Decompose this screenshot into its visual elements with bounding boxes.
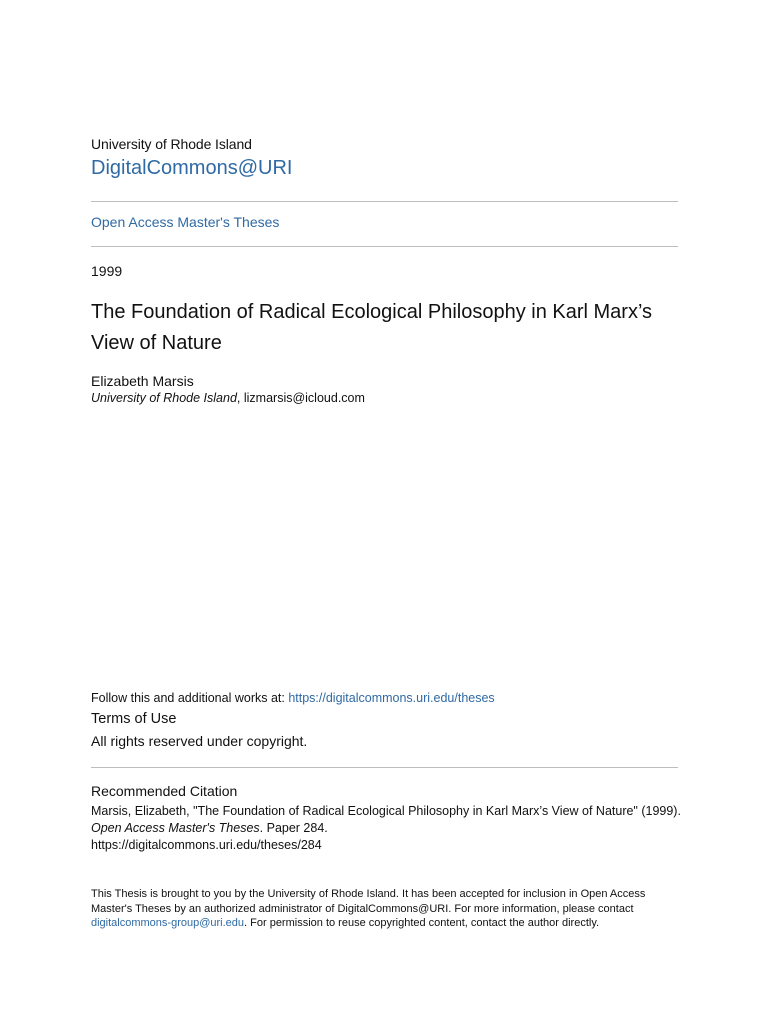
divider-top [91, 201, 678, 202]
institution-name: University of Rhode Island [91, 136, 252, 152]
divider-bottom [91, 767, 678, 768]
notice-text-2: . For permission to reuse copyrighted content, contact the author directly. [244, 917, 600, 929]
notice-text-1: This Thesis is brought to you by the University of Rhode Island. It has been accepted for inclusion in Open Access Master's Theses by an authorized administrator of DigitalCommons@URI. For more information, please contact [91, 888, 646, 915]
affiliation-separator: , [236, 391, 244, 405]
rights-statement: All rights reserved under copyright. [91, 733, 308, 749]
contact-email-link[interactable]: digitalcommons-group@uri.edu [91, 917, 245, 929]
author-email: lizmarsis@icloud.com [243, 391, 365, 405]
citation-paper-number: . Paper 284. [259, 821, 328, 835]
citation-url: https://digitalcommons.uri.edu/theses/284 [91, 838, 322, 852]
repository-link[interactable]: DigitalCommons@URI [91, 157, 293, 179]
citation-heading: Recommended Citation [91, 783, 238, 799]
access-notice [91, 887, 678, 931]
publication-year: 1999 [91, 263, 123, 279]
thesis-title: The Foundation of Radical Ecological Philosophy in Karl Marx’s View of Nature [91, 301, 653, 354]
terms-of-use: Terms of Use [91, 711, 177, 727]
follow-prefix: Follow this and additional works at: [91, 691, 289, 705]
cover-page [91, 0, 681, 1024]
citation-line-2 [91, 821, 328, 835]
affiliation-name: University of Rhode Island [91, 391, 237, 405]
author-name: Elizabeth Marsis [91, 373, 194, 389]
author-affiliation [91, 391, 365, 405]
citation-line-1: Marsis, Elizabeth, "The Foundation of Radical Ecological Philosophy in Karl Marx’s View of Nature" (1999). [91, 804, 681, 818]
divider-middle [91, 246, 678, 247]
follow-line [91, 691, 495, 705]
theses-collection-url[interactable]: https://digitalcommons.uri.edu/theses [288, 691, 495, 705]
citation-series: Open Access Master's Theses [91, 821, 260, 835]
collection-link[interactable]: Open Access Master's Theses [91, 214, 280, 230]
